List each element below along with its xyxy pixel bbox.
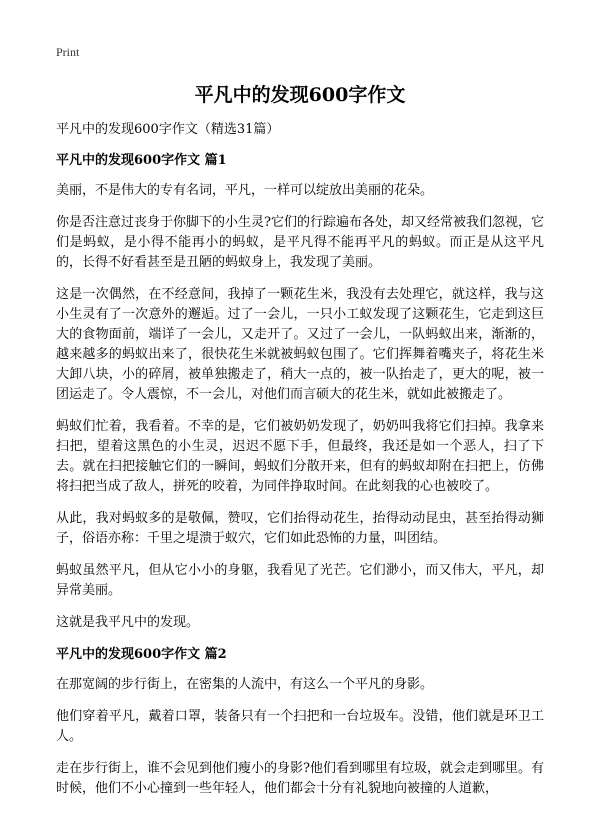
paragraph: 走在步行街上，谁不会见到他们瘦小的身影?他们看到哪里有垃圾，就会走到哪里。有时候，他们不小心撞到一些年轻人，他们都会十分有礼貌地向被撞的人道歉， bbox=[56, 761, 544, 796]
article-subtitle: 平凡中的发现600字作文（精选31篇） bbox=[56, 122, 280, 137]
paragraph: 你是否注意过丧身于你脚下的小生灵?它们的行踪遍布各处，却又经常被我们忽视，它们是蚂蚁，是小得不能再小的蚂蚁，是平凡得不能再平凡的蚂蚁。而正是从这平凡的，长得不好看甚至是丑陋的蚂蚁身上，我发现了美丽。 bbox=[56, 215, 544, 270]
section-heading: 平凡中的发现600字作文 篇2 bbox=[56, 647, 227, 662]
essay-section-1 bbox=[56, 151, 544, 633]
page-title: 平凡中的发现600字作文 bbox=[194, 84, 406, 106]
section-heading: 平凡中的发现600字作文 篇1 bbox=[56, 153, 227, 168]
paragraph: 他们穿着平凡，戴着口罩，装备只有一个扫把和一台垃圾车。没错，他们就是环卫工人。 bbox=[56, 709, 544, 744]
paragraph: 美丽，不是伟大的专有名词，平凡，一样可以绽放出美丽的花朵。 bbox=[56, 183, 434, 198]
paragraph: 蚂蚁们忙着，我看着。不幸的是，它们被奶奶发现了，奶奶叫我将它们扫掉。我拿来扫把，望着这黑色的小生灵，迟迟不愿下手，但最终，我还是如一个恶人，扫了下去。就在扫把接触它们的一瞬间，蚂蚁们分散开来，但有的蚂蚁却附在扫把上，仿佛将扫把当成了敌人，拼死的咬着，为同伴挣取时间。在此刻我的心也被咬了。 bbox=[56, 419, 544, 494]
essay-section-2 bbox=[56, 645, 544, 799]
print-link[interactable]: Print bbox=[56, 45, 80, 59]
paragraph: 这是一次偶然，在不经意间，我掉了一颗花生米，我没有去处理它，就这样，我与这小生灵有了一次意外的邂逅。过了一会儿，一只小工蚁发现了这颗花生，它走到这巨大的食物面前，端详了一会儿，又走开了。又过了一会儿，一队蚂蚁出来，渐渐的，越来越多的蚂蚁出来了，很快花生米就被蚂蚁包围了。它们挥舞着嘴夹子，将花生米大卸八块，小的碎屑，被单独搬走了，稍大一点的，被一队抬走了，更大的呢，被一团运走了。令人震惊，不一会儿，对他们而言硕大的花生米，就如此被搬走了。 bbox=[56, 287, 544, 402]
paragraph: 这就是我平凡中的发现。 bbox=[56, 615, 200, 630]
paragraph: 蚂蚁虽然平凡，但从它小小的身躯，我看见了光芒。它们渺小，而又伟大，平凡，却异常美丽。 bbox=[56, 563, 544, 598]
paragraph: 从此，我对蚂蚁多的是敬佩，赞叹，它们抬得动花生，抬得动动昆虫，甚至抬得动狮子，俗语亦称：千里之堤溃于蚁穴，它们如此恐怖的力量，叫团结。 bbox=[56, 511, 544, 546]
article-body bbox=[56, 120, 544, 811]
paragraph: 在那宽阔的步行街上，在密集的人流中，有这么一个平凡的身影。 bbox=[56, 677, 434, 692]
